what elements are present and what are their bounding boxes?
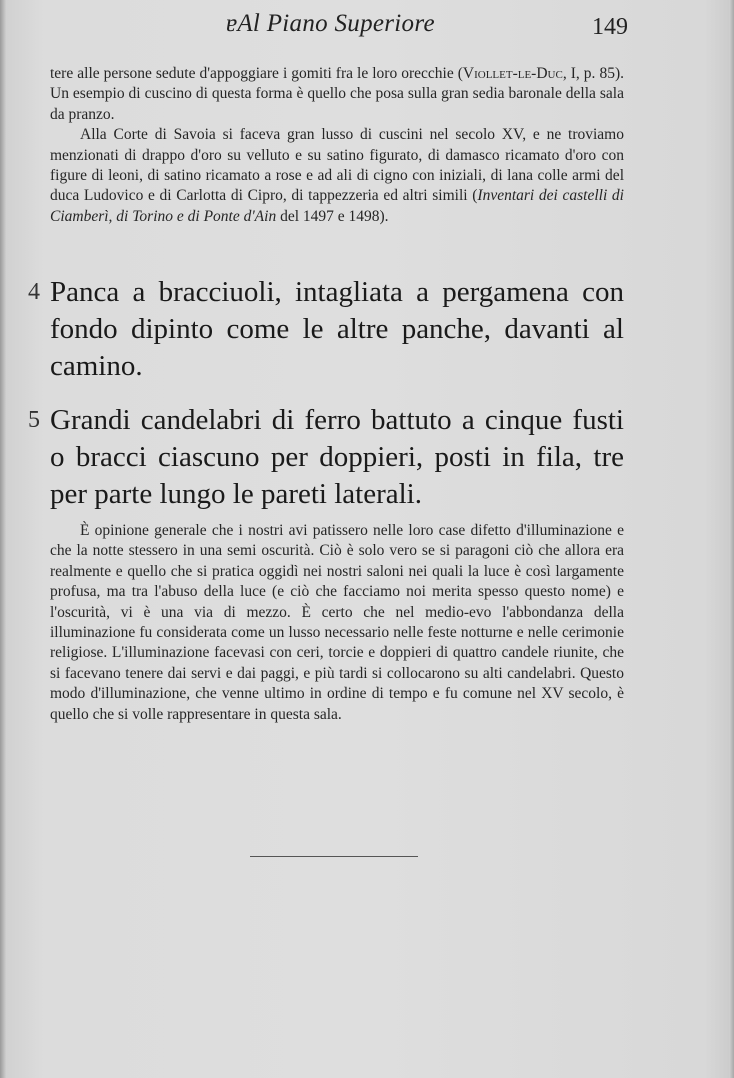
- entry-text: Grandi candelabri di ferro battuto a cinque fusti o bracci ciascuno per doppieri, posti in fila, tre per parte lungo le pareti laterali.: [50, 404, 624, 510]
- note-paragraph: È opinione generale che i nostri avi patissero nelle loro case difetto d'illuminazione e che la notte stessero in una semi oscurità. Ciò è solo vero se si paragoni ciò che allora era realmente e quello che si pratica oggidì nei nostri saloni nei quali la luce è così largamente profusa, ma tra l'abuso della luce (e ciò che facciamo noi merita spesso questo nome) e l'oscurità, vi è una via di mezzo. È certo che nel medio-evo l'abbondanza della illuminazione fu considerata come un lusso necessario nelle feste notturne e nelle cerimonie religiose. L'illuminazione facevasi con ceri, torcie e doppieri di quattro candele riunite, che si facevano tenere dai servi e dai paggi, e più tardi si collocarono su alti candelabri. Questo modo d'illuminazione, che venne ultimo in ordine di tempo e fu comune nel XV secolo, è quello che si volle rappresentare in questa sala.: [50, 522, 624, 723]
- catalog-entry: [28, 274, 624, 385]
- closing-rule-divider: [250, 856, 418, 857]
- intro-paragraph-2-text-b: del 1497 e 1498).: [276, 207, 389, 225]
- note-text-block: [50, 521, 624, 725]
- entry-number: 5: [28, 407, 40, 433]
- inventory-citation: Inventari dei castelli di Ciamberì, di Torino e di Ponte d'Ain: [50, 187, 624, 225]
- catalog-entry: [28, 402, 624, 513]
- author-citation: Viollet-le-Duc: [462, 65, 563, 82]
- running-head-title: ɐAl Piano Superiore: [226, 10, 435, 37]
- entry-number: 4: [28, 279, 40, 305]
- page-left-edge-shadow: [0, 0, 6, 1078]
- running-head: [0, 10, 734, 42]
- intro-text-block: [50, 64, 624, 227]
- intro-paragraph-1-text-b: , I, p. 85). Un esempio di cuscino di questa forma è quello che posa sulla gran sedia baronale della sala da pranzo.: [50, 65, 624, 123]
- intro-paragraph-1-text-a: tere alle persone sedute d'appoggiare i gomiti fra le loro orecchie (: [50, 65, 463, 82]
- page-number: 149: [592, 14, 628, 40]
- page-right-edge-shadow: [729, 0, 734, 1078]
- intro-paragraph-2: [50, 125, 624, 227]
- intro-paragraph-1: [50, 64, 624, 125]
- intro-paragraph-2-text-a: Alla Corte di Savoia si faceva gran lusso di cuscini nel secolo XV, e ne troviamo menzionati di drappo d'oro su velluto e su satino figurato, di damasco ricamato d'oro con figure di leoni, di satino ricamato a rose e ad ali di cigno con iniziali, di lana colle armi del duca Ludovico e di Carlotta di Cipro, di tappezzeria ed altri simili (: [50, 126, 624, 205]
- entry-text: Panca a bracciuoli, intagliata a pergamena con fondo dipinto come le altre panche, davanti al camino.: [50, 276, 624, 382]
